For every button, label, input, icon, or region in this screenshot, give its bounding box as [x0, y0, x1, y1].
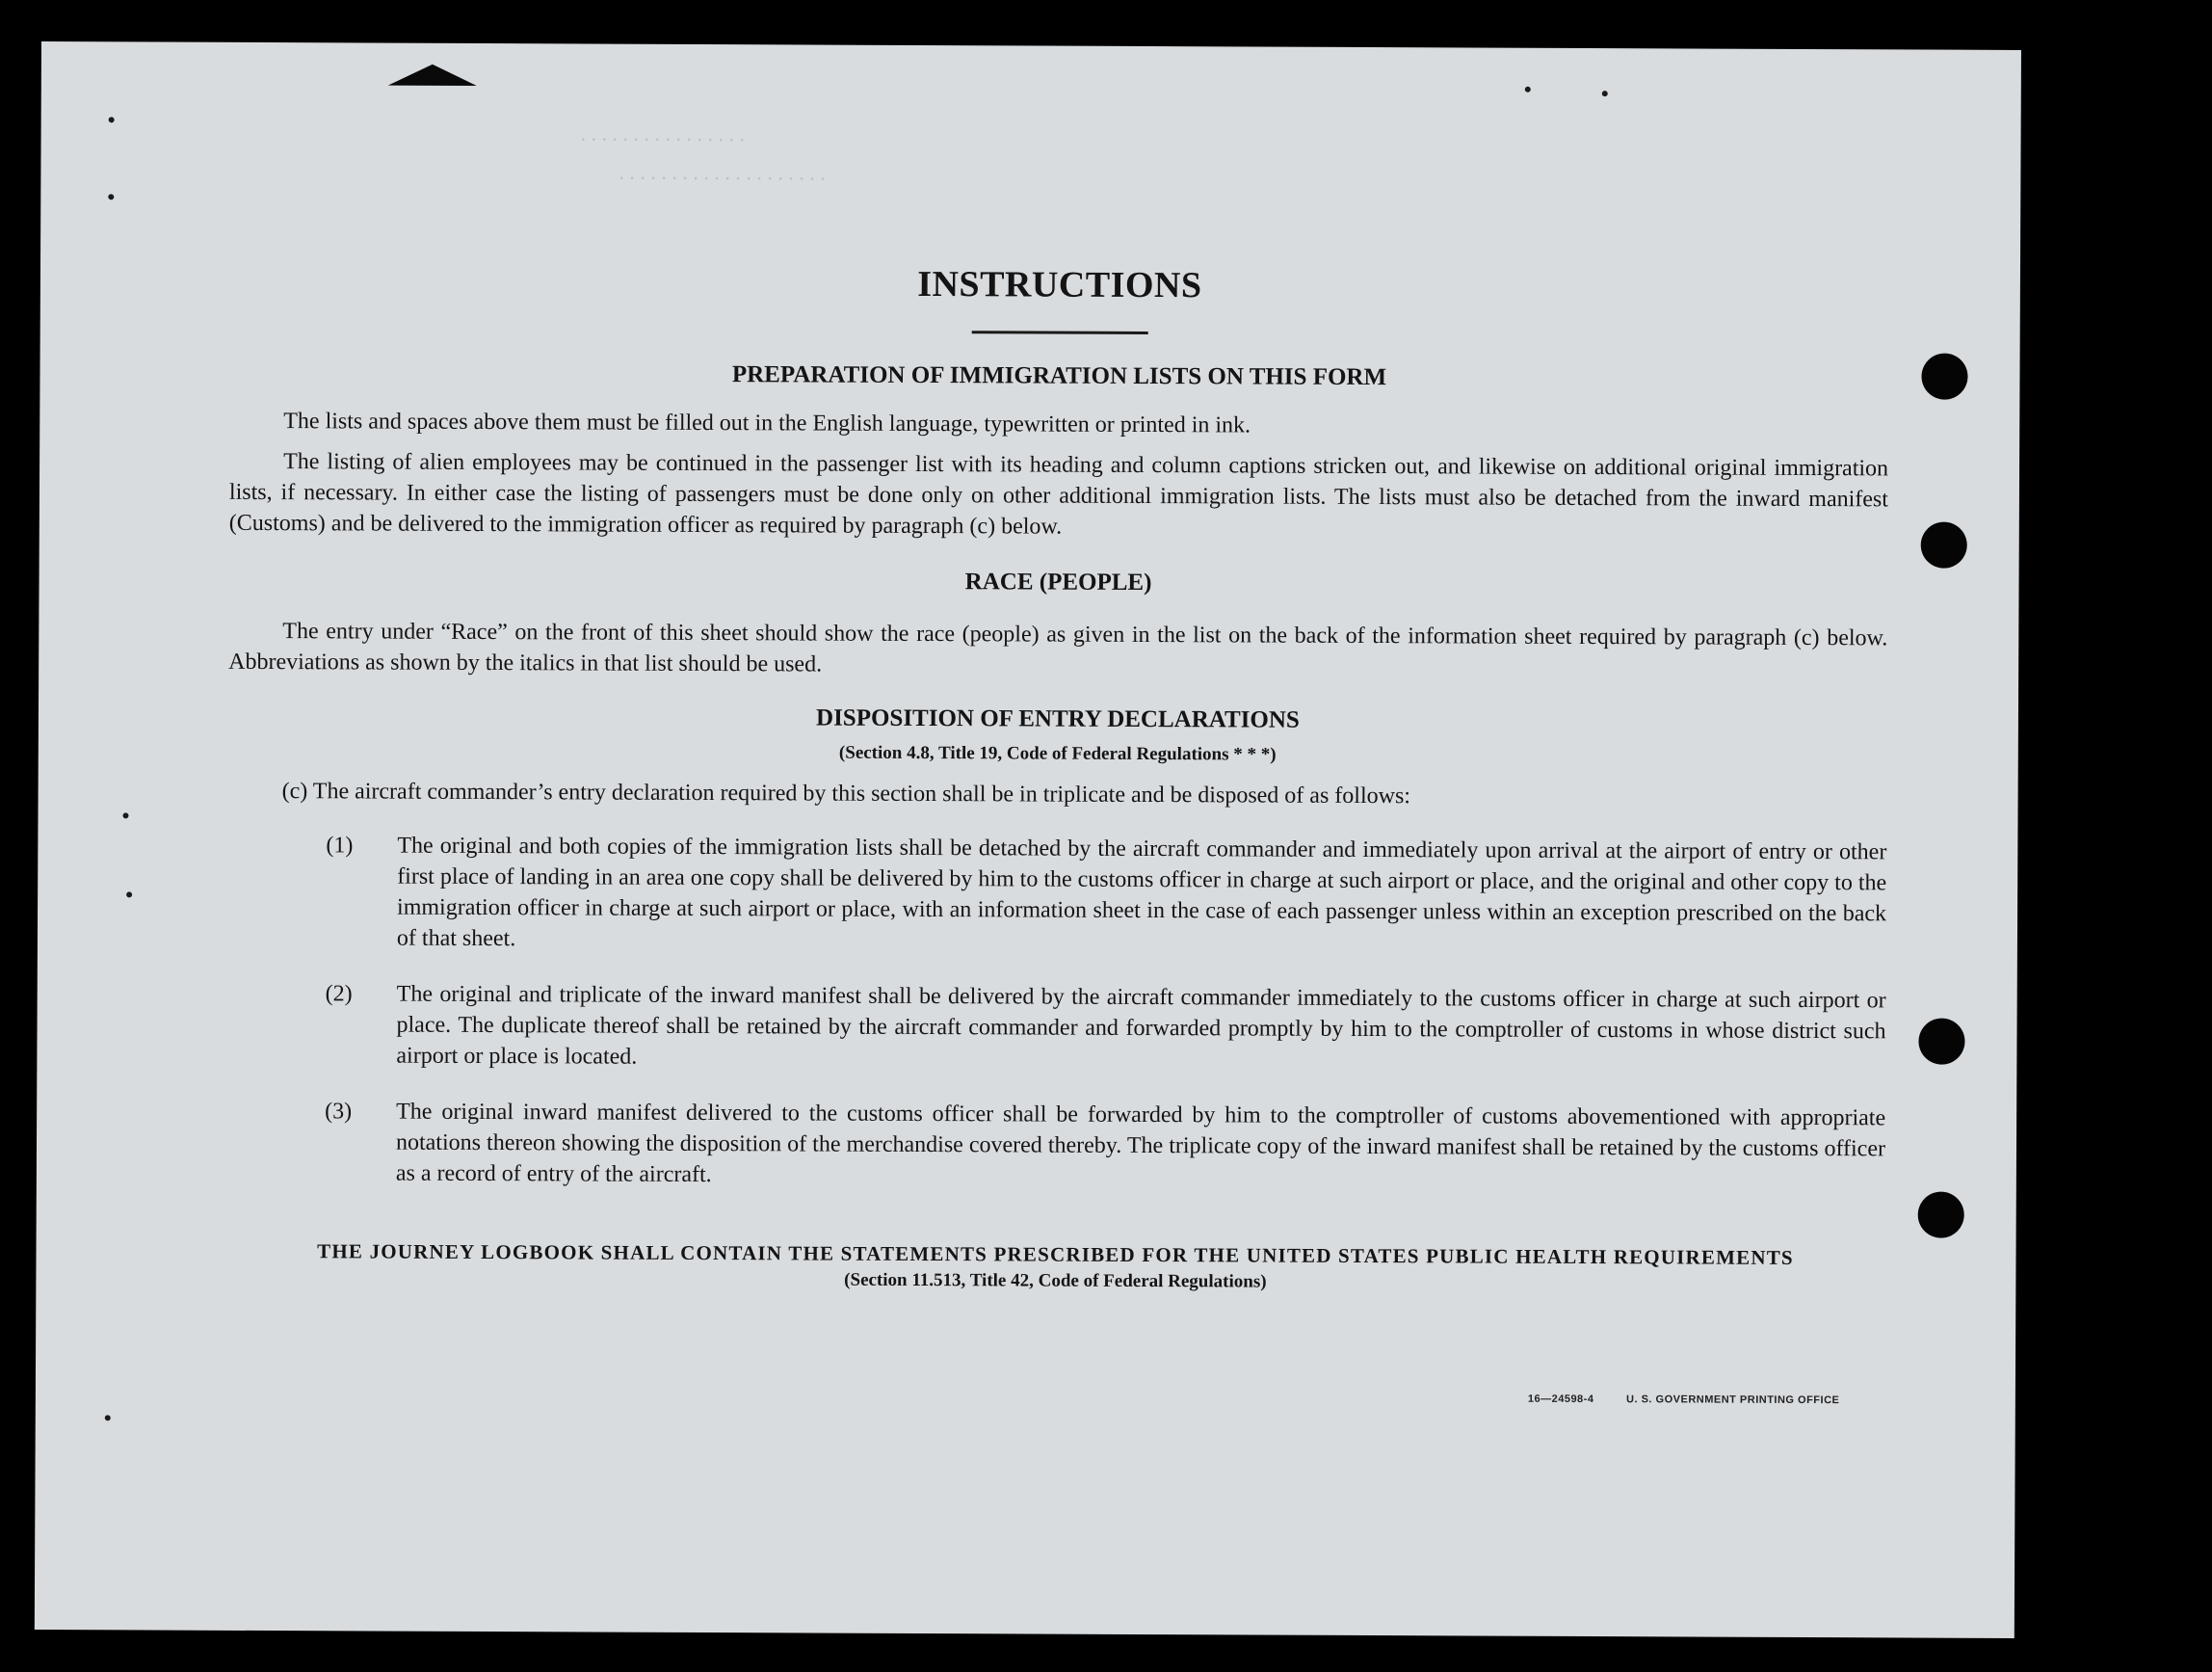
torn-corner-mark: [388, 65, 477, 86]
punch-hole: [1921, 522, 1967, 569]
list-item-text: The original and triplicate of the inward manifest shall be delivered by the aircraft commander immediately to the customs officer in charge at such airport or place. The duplicate thereof shall be retained by the aircraft commander and forwarded promptly by him to the comptroller of customs in whose district such airport or place is located.: [396, 981, 1886, 1070]
preparation-paragraph-1: The lists and spaces above them must be filled out in the English language, typewritten or printed in ink.: [283, 409, 1251, 438]
punch-hole: [1921, 354, 1967, 400]
punch-hole: [1918, 1019, 1964, 1065]
list-item: [227, 830, 1887, 961]
ink-speck: [1525, 87, 1531, 93]
title-underline: [971, 331, 1147, 334]
section-heading-preparation: PREPARATION OF IMMIGRATION LISTS ON THIS FORM: [731, 361, 1387, 391]
bleed-through-text: . . . . . . . . . . . . . . . . . . . .: [619, 159, 826, 185]
list-item-number: (2): [325, 981, 353, 1007]
disposition-citation: (Section 4.8, Title 19, Code of Federal Regulations * * *): [838, 742, 1277, 765]
preparation-paragraph-2: The listing of alien employees may be continued in the passenger list with its heading and column captions stricken out, and likewise on additional original immigration lists, if necessary. In either case the listing of passengers must be done only on other additional immigration lists. The lists must also be detached from the inward manifest (Customs) and be delivered to the immigration officer as required by paragraph (c) below.: [228, 449, 1889, 540]
section-heading-race: RACE (PEOPLE): [964, 569, 1152, 597]
list-item: [226, 978, 1885, 1078]
ink-speck: [105, 1415, 111, 1420]
section-heading-disposition: DISPOSITION OF ENTRY DECLARATIONS: [815, 704, 1300, 733]
instructions-body: [225, 254, 1889, 1407]
ink-speck: [126, 891, 132, 897]
document-page: [35, 41, 2021, 1638]
ink-speck: [122, 812, 128, 818]
list-item-number: (3): [325, 1099, 353, 1125]
punch-hole: [1918, 1192, 1964, 1238]
race-paragraph: The entry under “Race” on the front of this sheet should show the race (people) as given in the list on the back of the information sheet required by paragraph (c) below. Abbreviations as shown by the italics in that list should be used.: [228, 619, 1888, 677]
page-title: INSTRUCTIONS: [917, 263, 1202, 306]
public-health-statement: THE JOURNEY LOGBOOK SHALL CONTAIN THE STATEMENTS PRESCRIBED FOR THE UNITED STATES PUBLIC HEALTH REQUIREMENTS: [317, 1239, 1794, 1269]
disposition-intro: (c) The aircraft commander’s entry declaration required by this section shall be in triplicate and be disposed of as follows:: [281, 779, 1411, 809]
public-health-citation: (Section 11.513, Title 42, Code of Federal Regulations): [844, 1269, 1267, 1292]
list-item-text: The original inward manifest delivered to the customs officer shall be forwarded by him to the comptroller of customs abovementioned with appropriate notations thereon showing the disposition of the merchandise covered thereby. The triplicate copy of the inward manifest shall be retained by the customs officer as a record of entry of the aircraft.: [395, 1099, 1886, 1188]
ink-speck: [108, 194, 114, 199]
form-number: 16—24598-4: [1527, 1393, 1594, 1406]
ink-speck: [1602, 91, 1608, 96]
list-item-number: (1): [326, 833, 354, 859]
printer-imprint: [1528, 1393, 1840, 1406]
bleed-through-text: . . . . . . . . . . . . . . . .: [580, 120, 746, 146]
printing-office: U. S. GOVERNMENT PRINTING OFFICE: [1626, 1393, 1840, 1407]
list-item: [226, 1096, 1885, 1196]
list-item-text: The original and both copies of the immigration lists shall be detached by the aircraft commander and immediately upon arrival at the airport of entry or other first place of landing in an area one copy shall be delivered by him to the customs officer in charge at such airport or place, and the original and other copy to the immigration officer in charge at such airport or place, with an information sheet in the case of each passenger unless within an exception prescribed on the back of that sheet.: [396, 833, 1887, 952]
ink-speck: [109, 117, 115, 122]
